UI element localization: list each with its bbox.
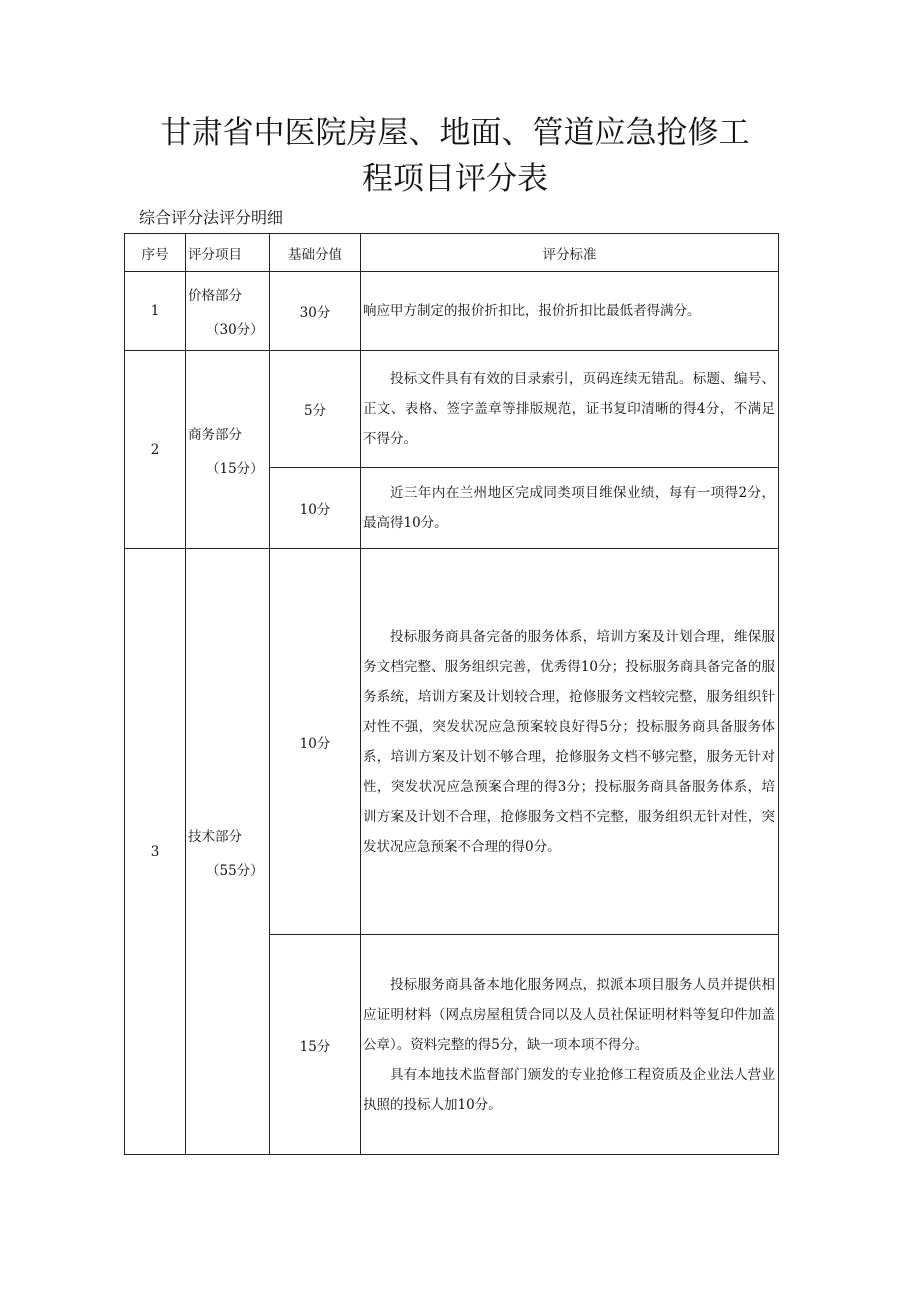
scoring-table: [124, 233, 779, 1155]
criteria-paragraph: 投标文件具有有效的目录索引，页码连续无错乱。标题、编号、正文、表格、签字盖章等排版规范，证书复印清晰的得4分，不满足不得分。: [363, 371, 775, 447]
item-name: 商务部分: [188, 426, 242, 443]
header-item: 评分项目: [186, 234, 270, 272]
row-base: 10分: [270, 549, 361, 935]
row-item: [186, 351, 270, 549]
header-no: 序号: [125, 234, 186, 272]
title-line-2: 程项目评分表: [362, 161, 548, 197]
criteria-paragraph: 投标服务商具备完备的服务体系，培训方案及计划合理，维保服务文档完整、服务组织完善，优秀得10分；投标服务商具备完备的服务系统，培训方案及计划较合理，抢修服务文档较完整，服务组织针对性不强，突发状况应急预案较良好得5分；投标服务商具备服务体系，培训方案及计划不够合理，抢修服务文档不够完整，服务无针对性，突发状况应急预案合理的得3分；投标服务商具备服务体系，培训方案及计划不合理，抢修服务文档不完整，服务组织无针对性，突发状况应急预案不合理的得0分。: [363, 628, 775, 855]
item-name: 技术部分: [188, 828, 242, 845]
table-row: [125, 272, 779, 351]
item-score: （30分）: [206, 322, 264, 338]
header-criteria: 评分标准: [361, 234, 779, 272]
row-criteria: 响应甲方制定的报价折扣比，报价折扣比最低者得满分。: [361, 272, 779, 351]
row-item: [186, 549, 270, 1155]
row-item: [186, 272, 270, 351]
table-row: [125, 549, 779, 935]
criteria-paragraph: 投标服务商具备本地化服务网点，拟派本项目服务人员并提供相应证明材料（网点房屋租赁合同以及人员社保证明材料等复印件加盖公章）。资料完整的得5分，缺一项本项不得分。: [363, 976, 775, 1053]
row-no: 2: [125, 351, 186, 549]
row-criteria: [361, 468, 779, 549]
criteria-paragraph: 近三年内在兰州地区完成同类项目维保业绩，每有一项得2分，最高得10分。: [363, 485, 775, 531]
row-base: 10分: [270, 468, 361, 549]
row-criteria: [361, 549, 779, 935]
title-line-1: 甘肃省中医院房屋、地面、管道应急抢修工: [160, 115, 750, 151]
table-row: [125, 351, 779, 468]
header-row: [125, 234, 779, 272]
row-base: 15分: [270, 935, 361, 1155]
row-no: 3: [125, 549, 186, 1155]
row-base: 30分: [270, 272, 361, 351]
row-base: 5分: [270, 351, 361, 468]
row-criteria: [361, 935, 779, 1155]
item-name: 价格部分: [188, 288, 242, 304]
item-score: （55分）: [206, 862, 264, 879]
table-caption: 综合评分法评分明细: [139, 208, 284, 227]
item-score: （15分）: [206, 460, 264, 477]
criteria-paragraph: 具有本地技术监督部门颁发的专业抢修工程资质及企业法人营业执照的投标人加10分。: [363, 1066, 775, 1113]
row-no: 1: [125, 272, 186, 351]
header-base: 基础分值: [270, 234, 361, 272]
document-title: [130, 110, 780, 202]
row-criteria: [361, 351, 779, 468]
